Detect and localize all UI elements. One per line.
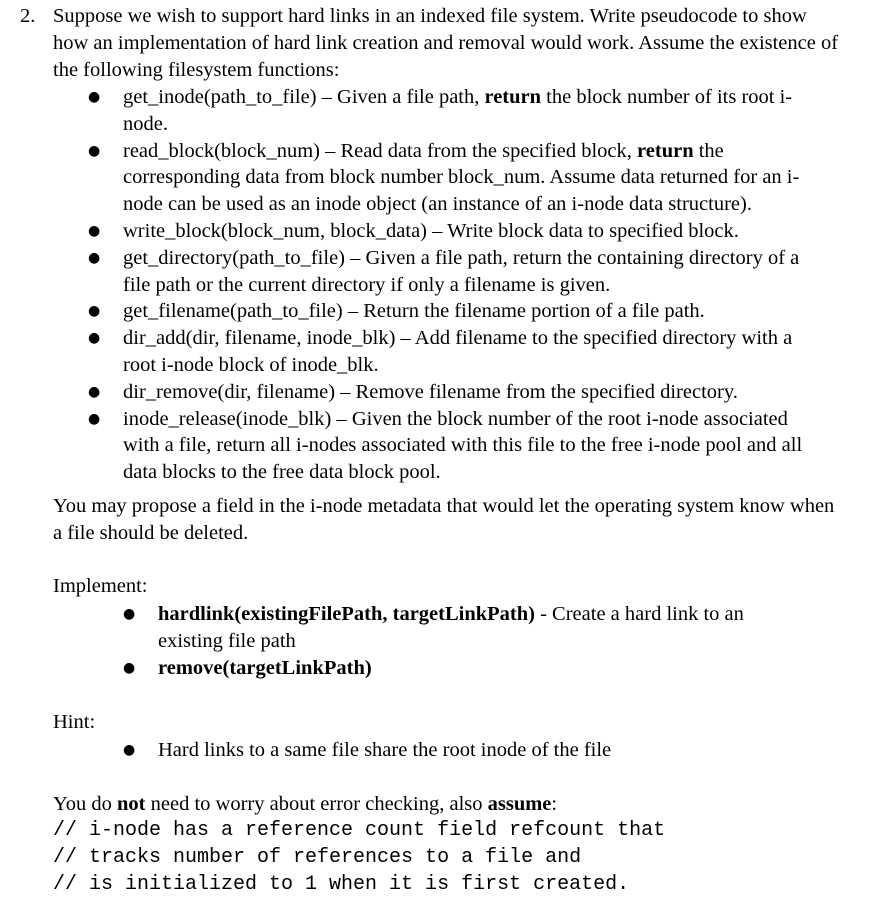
assumption-paragraph — [53, 791, 843, 818]
bullet-icon: ● — [88, 330, 101, 347]
item-text: dir_add(dir, filename, inode_blk) – Add filename to the specified directory with a root i-node block of inode_blk. — [123, 327, 793, 376]
list-item-dir-remove — [0, 379, 828, 406]
notice-text-mid: need to worry about error checking, also — [145, 793, 488, 815]
notice-text: You do — [53, 793, 118, 815]
item-text: inode_release(inode_blk) – Given the block number of the root i-node associated with a file, return all i-nodes associated with this file to the free i-node pool and all data blocks to the free data block pool. — [123, 407, 803, 484]
item-bold: remove(targetLinkPath) — [158, 656, 372, 679]
item-text: dir_remove(dir, filename) – Remove filename from the specified directory. — [123, 380, 738, 403]
item-bold: hardlink(existingFilePath, targetLinkPath) — [158, 603, 535, 625]
bullet-icon: ● — [88, 222, 101, 239]
bullet-icon: ● — [123, 742, 136, 758]
list-item-read-block — [0, 138, 828, 218]
bullet-icon: ● — [88, 249, 101, 266]
item-text: Hard links to a same file share the root inode of the file — [158, 739, 612, 761]
item-text: read_block(block_num) – Read data from the specified block, — [123, 139, 638, 162]
notice-text-end: : — [551, 793, 558, 815]
bullet-icon: ● — [88, 410, 101, 427]
list-item-remove — [0, 655, 798, 682]
item-text: get_directory(path_to_file) – Given a file path, return the containing directory of a file path or the current directory if only a filename is given. — [123, 246, 800, 296]
notice-bold-assume: assume — [487, 793, 552, 815]
code-block — [53, 818, 665, 898]
list-item-hint — [0, 737, 798, 764]
code-line: // i-node has a reference count field refcount that — [53, 819, 666, 842]
item-text: get_filename(path_to_file) – Return the filename portion of a file path. — [123, 300, 705, 323]
bullet-icon: ● — [88, 89, 101, 105]
item-bold: return — [484, 86, 542, 108]
list-item-hardlink — [0, 601, 798, 655]
metadata-paragraph: You may propose a field in the i-node metadata that would let the operating system know when a file should be deleted. — [53, 495, 835, 544]
bullet-icon: ● — [123, 606, 136, 622]
bullet-icon: ● — [123, 659, 136, 676]
list-item-write-block — [0, 218, 828, 245]
list-item-inode-release — [0, 406, 828, 486]
code-line: // is initialized to 1 when it is first created. — [53, 872, 630, 896]
bullet-icon: ● — [88, 383, 101, 400]
item-bold: return — [637, 139, 694, 162]
list-item-get-filename — [0, 298, 828, 325]
item-text-end: the corresponding data from block number block_num. Assume data returned for an i-node can be used as an inode object (an instance of an i-node data structure). — [123, 139, 800, 216]
list-item-get-inode — [0, 84, 828, 138]
implement-label: Implement: — [53, 575, 148, 597]
item-text-end: - Create a hard link to an existing file path — [158, 603, 744, 652]
hint-label: Hint: — [53, 711, 96, 733]
item-text-end: the block number of its root i-node. — [123, 86, 793, 135]
implement-list — [0, 601, 872, 681]
function-list — [0, 84, 872, 486]
bullet-icon: ● — [88, 303, 101, 320]
code-line: // tracks number of references to a file and — [53, 845, 582, 869]
hint-list — [0, 737, 872, 764]
bullet-icon: ● — [88, 142, 101, 159]
question-number: 2. — [20, 5, 36, 27]
notice-bold-not: not — [117, 793, 146, 815]
item-text: write_block(block_num, block_data) – Write block data to specified block. — [123, 219, 739, 242]
list-item-dir-add — [0, 325, 828, 379]
item-text: get_inode(path_to_file) – Given a file path, — [123, 86, 485, 108]
question-intro: Suppose we wish to support hard links in an indexed file system. Write pseudocode to show how an implementation of hard link creation and removal would work. Assume the existence of the following filesystem functions: — [53, 5, 839, 81]
list-item-get-directory — [0, 245, 828, 299]
